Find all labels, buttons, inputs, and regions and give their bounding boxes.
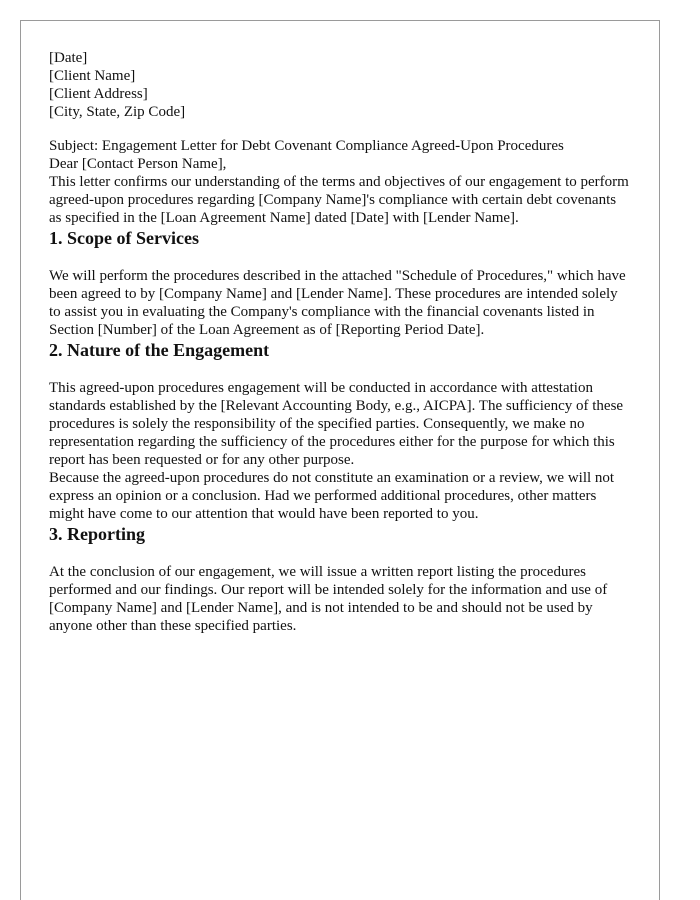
reporting-paragraph: At the conclusion of our engagement, we will issue a written report listing the procedures performed and our findings. Our report will be intended solely for the information and use of [Company Name] and [Lender Name], and is not intended to be and should not be used by anyone other than these specified parties. — [49, 564, 608, 634]
letter-body — [21, 21, 659, 635]
address-client-name: [Client Name] — [49, 68, 136, 84]
section-heading-scope: 1. Scope of Services — [49, 228, 199, 248]
intro-paragraph: This letter confirms our understanding of the terms and objectives of our engagement to perform agreed-upon procedures regarding [Company Name]'s compliance with certain debt covenants as specified in the [Loan Agreement Name] dated [Date] with [Lender Name]. — [49, 174, 629, 226]
address-city-state-zip: [City, State, Zip Code] — [49, 104, 186, 120]
letter-date: [Date] — [49, 50, 88, 66]
scope-paragraph: We will perform the procedures described in the attached "Schedule of Procedures," which have been agreed to by [Company Name] and [Lender Name]. These procedures are intended solely to assist you in evaluating the Company's compliance with the financial covenants listed in Section [Number] of the Loan Agreement as of [Reporting Period Date]. — [49, 268, 626, 338]
letter-subject: Subject: Engagement Letter for Debt Covenant Compliance Agreed-Upon Procedures — [49, 138, 564, 154]
recipient-address — [49, 67, 631, 121]
letter-page — [20, 20, 660, 900]
section-heading-nature: 2. Nature of the Engagement — [49, 340, 270, 360]
section-heading-reporting: 3. Reporting — [49, 524, 145, 544]
nature-paragraph-1: This agreed-upon procedures engagement will be conducted in accordance with attestation standards established by the [Relevant Accounting Body, e.g., AICPA]. The sufficiency of these procedures is solely the responsibility of the specified parties. Consequently, we make no representation regarding the sufficiency of the procedures either for the purpose for which this report has been requested or for any other purpose. — [49, 380, 624, 468]
address-client-address: [Client Address] — [49, 86, 148, 102]
nature-paragraph-2: Because the agreed-upon procedures do not constitute an examination or a review, we will not express an opinion or a conclusion. Had we performed additional procedures, other matters might have come to our attention that would have been reported to you. — [49, 470, 615, 522]
letter-salutation: Dear [Contact Person Name], — [49, 156, 227, 172]
